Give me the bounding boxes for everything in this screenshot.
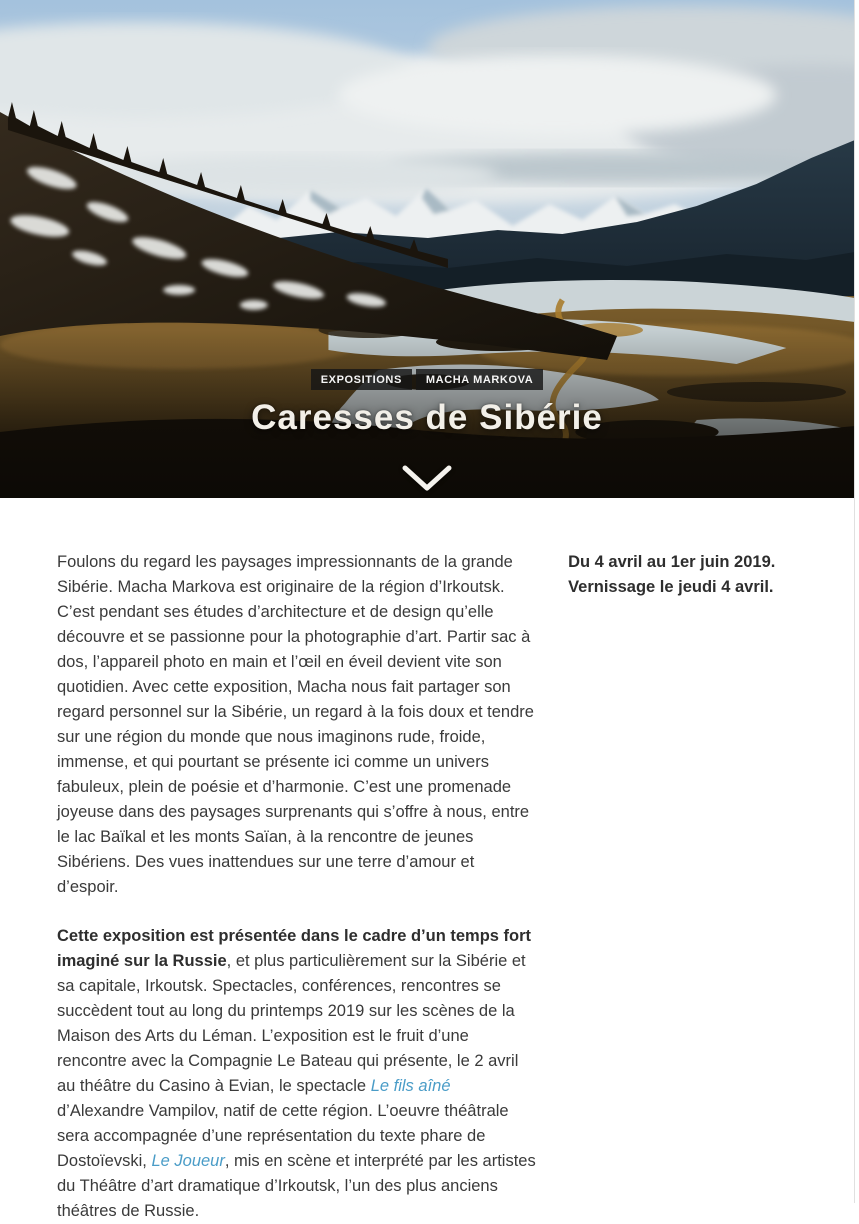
content-area (0, 498, 854, 1224)
link-le-joueur[interactable]: Le Joueur (151, 1152, 225, 1170)
article-text-segment: , et plus particulièrement sur la Sibérie et sa capitale, Irkoutsk. Spectacles, conférences, rencontres se succèdent tout au long du printemps 2019 sur les scènes de la Maison des Arts du Léman. L’exposition est le fruit d’une rencontre avec la Compagnie Le Bateau qui présente, le 2 avril au théâtre du Casino à Evian, le spectacle (57, 952, 526, 1095)
hero-banner (0, 0, 854, 498)
tag-macha-markova[interactable]: MACHA MARKOVA (416, 369, 543, 390)
breadcrumb (311, 369, 544, 390)
article-paragraph-1: Foulons du regard les paysages impressionnants de la grande Sibérie. Macha Markova est originaire de la région d’Irkoutsk. C’est pendant ses études d’architecture et de design qu’elle découvre et se passionne pour la photographie d’art. Partir sac à dos, l’appareil photo en main et l’œil en éveil devient vite son quotidien. Avec cette exposition, Macha nous fait partager son regard personnel sur la Sibérie, un regard à la fois doux et tendre sur une région du monde que nous imaginons rude, froide, immense, et qui pourtant se présente ici comme un univers fabuleux, plein de poésie et d’harmonie. C’est une promenade joyeuse dans des paysages surprenants qui s’offre à nous, entre le lac Baïkal et les monts Saïan, à la rencontre de jeunes Sibériens. Des vues inattendues sur une terre d’amour et d’espoir. (57, 553, 534, 896)
article-bold-lead: Cette exposition est présentée dans le cadre d’un temps fort imaginé sur la Russie (57, 927, 532, 970)
date-range: Du 4 avril au 1er juin 2019. (568, 553, 776, 571)
tag-expositions[interactable]: EXPOSITIONS (311, 369, 412, 390)
article-body (57, 550, 538, 1224)
article-paragraph-2 (57, 924, 538, 1224)
article-text-segment: d’Alexandre Vampilov, natif de cette région. L’oeuvre théâtrale sera accompagnée d’une représentation du texte phare de Dostoïevski, (57, 1102, 509, 1170)
exhibition-dates (568, 550, 829, 1224)
link-le-fils-aine[interactable]: Le fils aîné (370, 1077, 451, 1095)
chevron-down-icon[interactable] (401, 464, 453, 492)
article-text-segment: , mis en scène et interprété par les artistes du Théâtre d’art dramatique d’Irkoutsk, l’un des plus anciens théâtres de Russie. (57, 1152, 536, 1220)
page-title: Caresses de Sibérie (251, 398, 603, 437)
vernissage-date: Vernissage le jeudi 4 avril. (568, 578, 774, 596)
